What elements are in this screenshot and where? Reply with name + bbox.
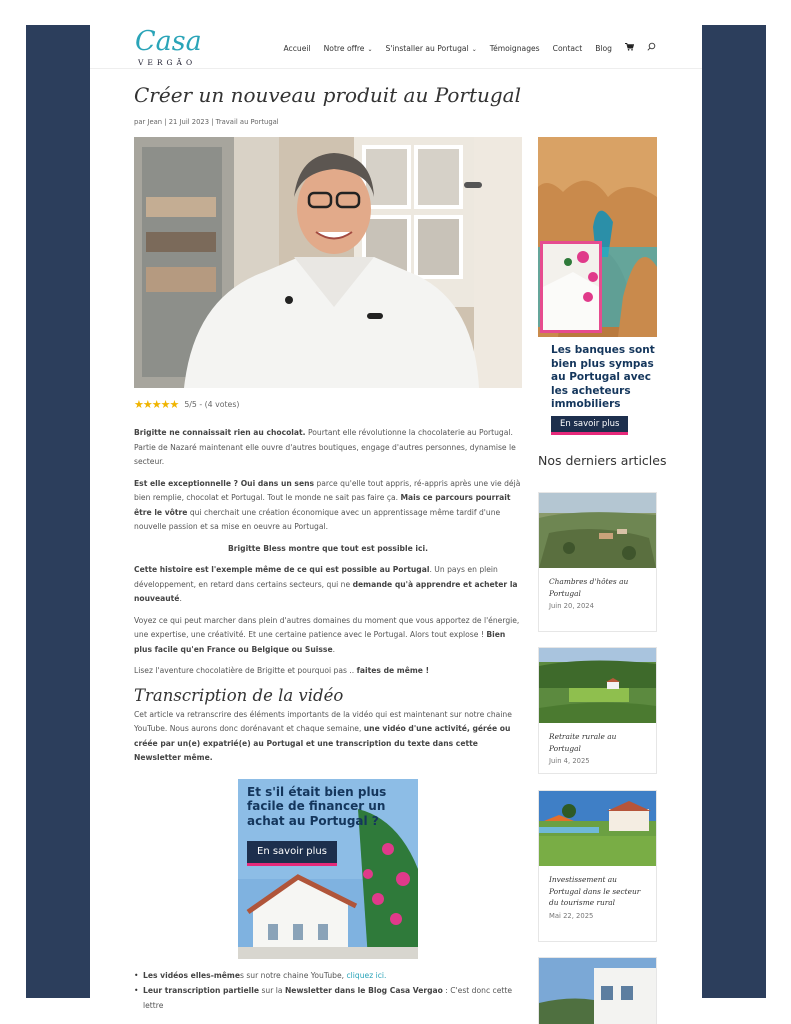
- recent-post-card[interactable]: [538, 957, 657, 1024]
- list-item: [134, 984, 522, 1013]
- post-date: Juin 4, 2025: [549, 757, 590, 765]
- nav-item-sinstaller[interactable]: [386, 44, 477, 53]
- bold-text: Les vidéos elles-même: [143, 970, 240, 980]
- bank-ad-banner[interactable]: [538, 137, 657, 440]
- nav-item-notre-offre[interactable]: [324, 44, 373, 53]
- post-title[interactable]: Investissement au Portugal dans le secteur du tourisme rural: [549, 875, 641, 907]
- search-icon[interactable]: [647, 42, 656, 54]
- post-date: Juin 20, 2024: [549, 602, 594, 610]
- ad-headline: Et s'il était bien plus facile de financer un achat au Portugal ?: [247, 784, 387, 828]
- paragraph: [134, 426, 522, 470]
- bold-text: Est elle exceptionnelle ? Oui dans un sens: [134, 478, 315, 488]
- text: sur la: [259, 986, 285, 995]
- recent-post-card[interactable]: [538, 647, 657, 774]
- paragraph: [134, 664, 522, 679]
- bold-text: Brigitte ne connaissait rien au chocolat.: [134, 428, 306, 437]
- text: .: [332, 644, 336, 654]
- post-thumbnail[interactable]: [539, 493, 656, 568]
- cart-icon[interactable]: [625, 43, 634, 54]
- recent-post-card[interactable]: [538, 790, 657, 942]
- ad-learn-more-button[interactable]: En savoir plus: [551, 416, 628, 435]
- article-body: [134, 426, 522, 1014]
- logo-subtext: VERGÃO: [138, 58, 197, 67]
- bold-text: Newsletter dans le Blog Casa Vergao: [284, 986, 443, 995]
- post-thumbnail[interactable]: [539, 791, 656, 866]
- nav-item-temoignages[interactable]: Témoignages: [489, 43, 540, 53]
- bold-text: Leur transcription partielle: [143, 986, 260, 995]
- site-logo[interactable]: [135, 27, 205, 69]
- site-header: [90, 25, 702, 69]
- paragraph: [134, 708, 522, 766]
- bullet-list: [134, 969, 522, 1014]
- paragraph: [134, 563, 522, 607]
- main-nav: [284, 42, 657, 54]
- text: qui cherchait une création économique avec un apprentissage même tardif d'une nouvelle passion et sa mise en oeuvre au Portugal.: [134, 507, 501, 531]
- ad-headline: Les banques sont bien plus sympas au Portugal avec les acheteurs immobiliers: [551, 344, 655, 410]
- recent-post-card[interactable]: [538, 492, 657, 632]
- bold-text: Bien plus facile qu'en France ou Belgique ou Suisse: [134, 630, 506, 654]
- nav-item-contact[interactable]: Contact: [552, 43, 583, 53]
- page-title: Créer un nouveau produit au Portugal: [134, 83, 522, 107]
- text: : C'est donc cette lettre: [143, 986, 513, 1010]
- nav-item-accueil[interactable]: Accueil: [283, 43, 311, 53]
- post-date: Mai 22, 2025: [549, 911, 594, 920]
- bold-text: Mais ce parcours pourrait être le vôtre: [134, 493, 511, 517]
- text: parce qu'elle tout appris, ré-appris après une vie déjà bien remplie, chocolat et Portugal. Tout le monde ne sait pas faire ça.: [134, 478, 521, 502]
- rating-stars[interactable]: ★★★★★: [134, 398, 179, 411]
- ad-learn-more-button[interactable]: En savoir plus: [247, 841, 337, 867]
- text: Lisez l'aventure chocolatière de Brigitte et pourquoi pas ..: [134, 666, 357, 675]
- text: .: [179, 594, 182, 603]
- nav-item-label: Notre offre: [323, 43, 365, 53]
- post-title[interactable]: Retraite rurale au Portugal: [549, 732, 617, 753]
- hero-image-chef: [134, 137, 522, 388]
- bold-text: Brigitte Bless montre que tout est possible ici.: [228, 543, 428, 553]
- youtube-link[interactable]: cliquez ici.: [346, 970, 387, 980]
- paragraph: [134, 614, 522, 658]
- rating-text: 5/5 - (4 votes): [184, 400, 240, 409]
- bold-text: Cette histoire est l'exemple même de ce qui est possible au Portugal: [134, 565, 430, 574]
- nav-item-label: S'installer au Portugal: [385, 43, 469, 53]
- logo-text: Casa: [135, 26, 202, 57]
- bold-text: faites de même !: [356, 666, 430, 675]
- text: Cet article va retranscrire des éléments importants de la vidéo qui est maintenant sur notre chaine YouTube. Nous aurons donc dorénavant et chaque semaine,: [134, 709, 512, 733]
- text: Pourtant elle révolutionne la chocolaterie au Portugal. Partie de Nazaré maintenant elle ouvre d'autres boutiques, engage d'autres personnes, dynamise le secteur.: [134, 428, 516, 466]
- chevron-down-icon: ⌄: [367, 45, 373, 53]
- post-title[interactable]: Chambres d'hôtes au Portugal: [549, 577, 629, 598]
- paragraph-centered: [134, 542, 522, 557]
- text: Voyez ce qui peut marcher dans plein d'autres domaines du moment que vous apportez de l'énergie, une expertise, une créativité. Et une certaine patience avec le Portugal. Alors tout explose !: [134, 615, 520, 639]
- list-item: [134, 969, 522, 984]
- bold-text: une vidéo d'une activité, gérée ou créée par un(e) expatrié(e) au Portugal et une transcription du texte dans cette Newsletter même.: [134, 724, 511, 762]
- recent-posts-heading: Nos derniers articles: [538, 453, 667, 468]
- post-meta: par Jean | 21 Juil 2023 | Travail au Portugal: [134, 118, 279, 126]
- page-container: [90, 25, 702, 1024]
- nav-item-blog[interactable]: Blog: [595, 43, 612, 53]
- paragraph: [134, 477, 522, 535]
- bold-text: demande qu'à apprendre et acheter la nouveauté: [134, 579, 518, 603]
- left-background-band: [26, 25, 90, 998]
- post-thumbnail[interactable]: [539, 648, 656, 723]
- financing-ad-banner[interactable]: [238, 779, 418, 959]
- text: . Un pays en plein développement, en retard dans certains secteurs, qui ne: [134, 565, 498, 589]
- chevron-down-icon: ⌄: [471, 45, 477, 53]
- post-thumbnail[interactable]: [539, 958, 656, 1024]
- rating: [134, 398, 239, 411]
- text: s sur notre chaine YouTube,: [239, 970, 347, 980]
- section-heading: Transcription de la vidéo: [134, 685, 344, 705]
- right-background-band: [702, 25, 766, 998]
